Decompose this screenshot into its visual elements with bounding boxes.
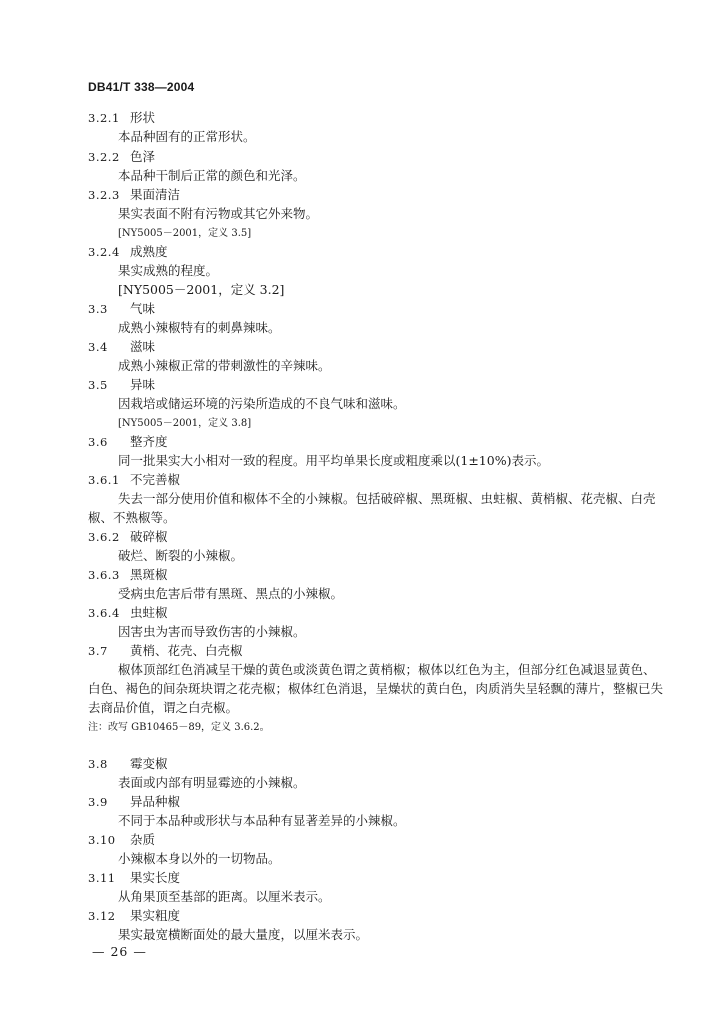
body-text: 椒体顶部红色消减呈干燥的黄色或淡黄色谓之黄梢椒；椒体以红色为主，但部分红色减退显黄色、 bbox=[118, 662, 656, 677]
section-number: 3.2.4 bbox=[88, 245, 120, 259]
section-heading bbox=[88, 301, 155, 317]
reference-note: [NY5005－2001，定义 3.5] bbox=[118, 228, 252, 239]
section-title: 色泽 bbox=[129, 149, 155, 164]
section-number: 3.6.1 bbox=[88, 473, 120, 487]
section-heading bbox=[88, 377, 155, 393]
section-number: 3.3 bbox=[88, 302, 108, 316]
body-text: 成熟小辣椒正常的带刺激性的辛辣味。 bbox=[118, 358, 331, 373]
section-number: 3.6.4 bbox=[88, 606, 120, 620]
body-text: 同一批果实大小相对一致的程度。用平均单果长度或粗度乘以(1±10%)表示。 bbox=[118, 453, 549, 468]
section-heading bbox=[88, 244, 168, 260]
section-title: 形状 bbox=[129, 110, 155, 125]
section-number: 3.5 bbox=[88, 378, 108, 392]
body-text: 因害虫为害而导致伤害的小辣椒。 bbox=[118, 624, 306, 639]
section-number: 3.2.1 bbox=[88, 111, 120, 125]
section-heading bbox=[88, 472, 180, 488]
body-text: 失去一部分使用价值和椒体不全的小辣椒。包括破碎椒、黑斑椒、虫蛀椒、黄梢椒、花壳椒、白壳 bbox=[118, 491, 656, 506]
section-heading bbox=[88, 339, 155, 355]
body-text: 小辣椒本身以外的一切物品。 bbox=[118, 851, 281, 866]
body-text: 受病虫危害后带有黑斑、黑点的小辣椒。 bbox=[118, 586, 344, 601]
section-number: 3.6 bbox=[88, 435, 108, 449]
section-number: 3.12 bbox=[88, 909, 116, 923]
body-text: 本品种干制后正常的颜色和光泽。 bbox=[118, 168, 306, 183]
section-title: 果面清洁 bbox=[129, 187, 180, 202]
section-number: 3.6.2 bbox=[88, 530, 120, 544]
body-text: 果实表面不附有污物或其它外来物。 bbox=[118, 206, 319, 221]
section-heading bbox=[88, 567, 168, 583]
section-title: 不完善椒 bbox=[129, 472, 180, 487]
section-title: 杂质 bbox=[129, 832, 155, 847]
section-number: 3.4 bbox=[88, 340, 108, 354]
section-title: 黄梢、花壳、白壳椒 bbox=[129, 643, 243, 658]
section-title: 异味 bbox=[129, 377, 155, 392]
section-title: 滋味 bbox=[129, 339, 155, 354]
section-heading bbox=[88, 605, 168, 621]
section-title: 气味 bbox=[129, 301, 155, 316]
section-title: 黑斑椒 bbox=[129, 567, 168, 582]
body-text: 去商品价值，谓之白壳椒。 bbox=[88, 700, 239, 715]
reference-note: 注：改写 GB10465－89，定义 3.6.2。 bbox=[88, 722, 270, 733]
reference-note: [NY5005－2001，定义 3.2] bbox=[118, 282, 285, 297]
section-title: 破碎椒 bbox=[129, 529, 168, 544]
section-title: 成熟度 bbox=[129, 244, 168, 259]
section-heading bbox=[88, 908, 180, 924]
section-title: 虫蛀椒 bbox=[129, 605, 168, 620]
section-heading bbox=[88, 149, 155, 165]
section-title: 异品种椒 bbox=[129, 794, 180, 809]
section-heading bbox=[88, 434, 168, 450]
section-number: 3.11 bbox=[88, 871, 116, 885]
body-text: 从角果顶至基部的距离。以厘米表示。 bbox=[118, 889, 331, 904]
section-heading bbox=[88, 794, 180, 810]
section-number: 3.6.3 bbox=[88, 568, 120, 582]
body-text: 表面或内部有明显霉迹的小辣椒。 bbox=[118, 775, 306, 790]
document-code: DB41/T 338—2004 bbox=[88, 80, 195, 94]
section-number: 3.2.2 bbox=[88, 150, 120, 164]
section-heading bbox=[88, 756, 168, 772]
section-title: 果实长度 bbox=[129, 870, 180, 885]
body-text: 因栽培或储运环境的污染所造成的不良气味和滋味。 bbox=[118, 396, 406, 411]
section-number: 3.10 bbox=[88, 833, 116, 847]
section-number: 3.8 bbox=[88, 757, 108, 771]
body-text: 不同于本品种或形状与本品种有显著差异的小辣椒。 bbox=[118, 813, 406, 828]
section-title: 果实粗度 bbox=[129, 908, 180, 923]
section-heading bbox=[88, 832, 155, 848]
reference-note: [NY5005－2001，定义 3.8] bbox=[118, 418, 252, 429]
page-number: — 26 — bbox=[92, 944, 147, 959]
section-heading bbox=[88, 870, 180, 886]
body-text: 成熟小辣椒特有的刺鼻辣味。 bbox=[118, 320, 281, 335]
section-title: 霉变椒 bbox=[129, 756, 168, 771]
section-heading bbox=[88, 529, 168, 545]
section-heading bbox=[88, 643, 243, 659]
section-number: 3.2.3 bbox=[88, 188, 120, 202]
body-text: 椒、不熟椒等。 bbox=[88, 510, 176, 525]
section-heading bbox=[88, 187, 180, 203]
body-text: 破烂、断裂的小辣椒。 bbox=[118, 548, 244, 563]
body-text: 果实成熟的程度。 bbox=[118, 263, 219, 278]
body-text: 本品种固有的正常形状。 bbox=[118, 129, 256, 144]
section-heading bbox=[88, 110, 155, 126]
section-number: 3.9 bbox=[88, 795, 108, 809]
section-number: 3.7 bbox=[88, 644, 108, 658]
body-text: 果实最宽横断面处的最大量度，以厘米表示。 bbox=[118, 927, 369, 942]
body-text: 白色、褐色的间杂斑块谓之花壳椒；椒体红色消退，呈燥状的黄白色，肉质消失呈轻飘的薄片，整椒已失 bbox=[88, 681, 664, 696]
section-title: 整齐度 bbox=[129, 434, 168, 449]
